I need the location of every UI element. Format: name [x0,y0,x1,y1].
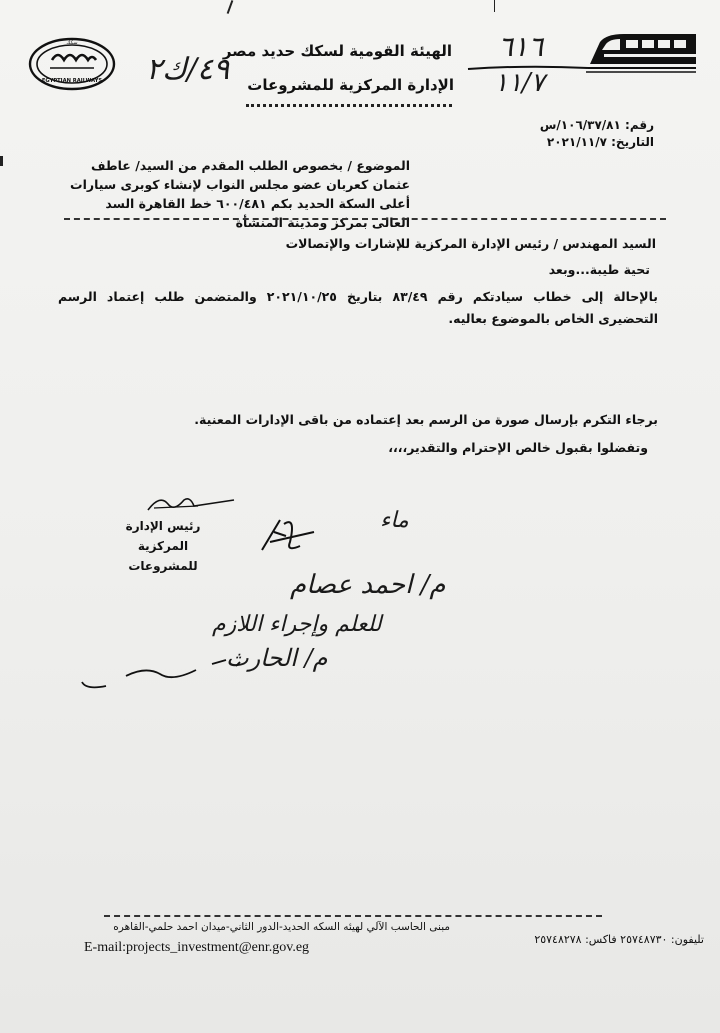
organization-name: الهيئة القومية لسكك حديد مصر [222,42,452,60]
train-icon [584,30,700,74]
header-divider [246,104,452,107]
signature-title [104,516,222,576]
footer-address: مبنى الحاسب الآلي لهيئه السكه الحديد-الدور الثاني-ميدان احمد حلمي-القاهره [113,921,450,933]
footer-divider [104,915,602,917]
handwritten-flourish [76,656,246,696]
signature-title-line1: رئيس الإدارة المركزية [125,519,201,553]
subject: الموضوع / بخصوص الطلب المقدم من السيد/ عاطف عثمان كعربان عضو مجلس النواب لإنشاء كوبرى سيارات أعلى السكة الحديد بكم ٦٠٠/٤٨١ خط القاهرة السد العالى بمركز ومدينة المنشأة [70,158,410,230]
handwritten-incoming-number: ٦١٦ [498,30,544,63]
body-paragraph: بالإحالة إلى خطاب سيادتكم رقم ٨٣/٤٩ بتاريخ ٢٠٢١/١٠/٢٥ والمتضمن طلب إعتماد الرسم التحضيرى الخاص بالموضوع بعاليه. [58,289,658,326]
footer-email: E-mail:projects_investment@enr.gov.eg [84,940,310,955]
handwritten-incoming-date: ١١/٧ [494,68,545,98]
request-line: برجاء التكرم بإرسال صورة من الرسم بعد إعتماده من باقى الإدارات المعنية. [194,412,658,427]
closing-line: وتفضلوا بقبول خالص الإحترام والتقدير،،،، [388,440,648,455]
subject-divider [64,218,666,220]
handwritten-code: ٤٩/ك٢ [146,52,230,87]
logo-bottom-text: EGYPTIAN RAILWAYS [41,78,103,84]
handwritten-initials [256,512,320,558]
handwritten-note-top: ماء [380,508,409,533]
reference-date: التاريخ: ٢٠٢١/١١/٧ [546,135,654,149]
addressee: السيد المهندس / رئيس الإدارة المركزية للإشارات والإتصالات [285,236,656,251]
department-name: الإدارة المركزية للمشروعات [247,76,454,94]
handwritten-note-line3: م/ الحارث [226,644,328,672]
scan-artifact [494,0,495,12]
greeting: تحية طيبة...وبعد [548,262,650,277]
logo-top-text: سكك [66,40,78,46]
signature-title-line2: للمشروعات [128,559,198,573]
handwritten-note-line2: للعلم وإجراء اللازم [212,612,382,637]
railway-logo [28,36,116,92]
scan-artifact [227,0,234,14]
handwritten-note-line1: م/ احمد عصام [290,570,446,600]
scan-artifact [0,156,3,166]
reference-number: رقم: ١٠٦/٣٧/٨١/س [539,118,654,132]
footer-phone-fax: تليفون: ٢٥٧٤٨٧٣٠ فاكس: ٢٥٧٤٨٢٧٨ [534,933,704,946]
